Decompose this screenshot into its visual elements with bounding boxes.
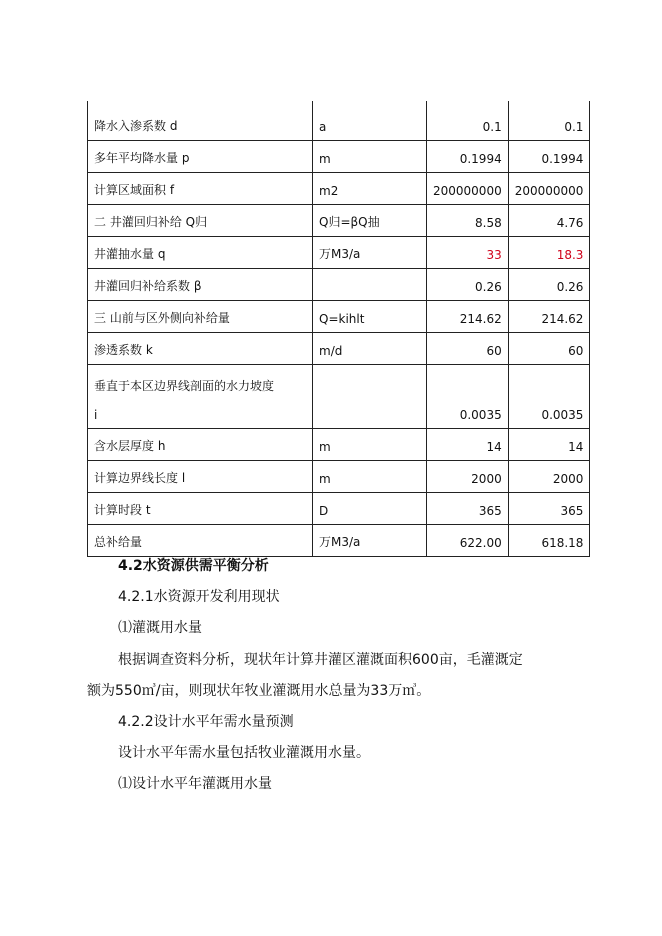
row-value-2: 0.0035 bbox=[508, 364, 590, 428]
row-value-1: 8.58 bbox=[427, 204, 509, 236]
row-unit bbox=[313, 268, 427, 300]
row-unit bbox=[313, 364, 427, 428]
row-value-2: 4.76 bbox=[508, 204, 590, 236]
row-unit: m2 bbox=[313, 172, 427, 204]
row-value-1: 60 bbox=[427, 332, 509, 364]
row-value-2: 18.3 bbox=[508, 236, 590, 268]
row-name: 井灌抽水量 q bbox=[88, 236, 313, 268]
table-row bbox=[88, 101, 590, 140]
row-value-2: 618.18 bbox=[508, 524, 590, 556]
row-unit: Q=kihlt bbox=[313, 300, 427, 332]
row-name: 三 山前与区外侧向补给量 bbox=[88, 300, 313, 332]
table-row bbox=[88, 268, 590, 300]
table-row bbox=[88, 236, 590, 268]
row-value-2: 365 bbox=[508, 492, 590, 524]
row-name-line-2: i bbox=[94, 407, 98, 422]
subsection-title-1: 4.2.1水资源开发利用现状 bbox=[118, 589, 280, 605]
subsection-title-2: 4.2.2设计水平年需水量预测 bbox=[118, 714, 294, 730]
row-name: 总补给量 bbox=[88, 524, 313, 556]
row-value-1: 200000000 bbox=[427, 172, 509, 204]
paragraph-1-line-1: 根据调查资料分析，现状年计算井灌区灌溉面积600亩，毛灌溉定 bbox=[118, 652, 523, 668]
row-unit: D bbox=[313, 492, 427, 524]
row-value-1: 0.1994 bbox=[427, 140, 509, 172]
paragraph-1-line-2: 额为550㎥/亩，则现状年牧业灌溉用水总量为33万㎥。 bbox=[87, 683, 431, 699]
row-name: 井灌回归补给系数 β bbox=[88, 268, 313, 300]
row-value-2: 2000 bbox=[508, 460, 590, 492]
row-value-1: 33 bbox=[427, 236, 509, 268]
row-name: 计算区域面积 f bbox=[88, 172, 313, 204]
row-unit: Q归=βQ抽 bbox=[313, 204, 427, 236]
row-value-2: 0.1 bbox=[508, 101, 590, 140]
table-row bbox=[88, 140, 590, 172]
row-unit: a bbox=[313, 101, 427, 140]
item-title-2: ⑴设计水平年灌溉用水量 bbox=[118, 776, 272, 792]
row-name: 多年平均降水量 p bbox=[88, 140, 313, 172]
row-value-2: 214.62 bbox=[508, 300, 590, 332]
row-name: 计算时段 t bbox=[88, 492, 313, 524]
table-row bbox=[88, 300, 590, 332]
row-unit: m bbox=[313, 460, 427, 492]
row-name: 含水层厚度 h bbox=[88, 428, 313, 460]
row-unit: 万M3/a bbox=[313, 524, 427, 556]
water-balance-table bbox=[87, 101, 590, 557]
row-value-2: 14 bbox=[508, 428, 590, 460]
row-name: 计算边界线长度 l bbox=[88, 460, 313, 492]
item-title-1: ⑴灌溉用水量 bbox=[118, 620, 202, 636]
row-unit: 万M3/a bbox=[313, 236, 427, 268]
table-row bbox=[88, 524, 590, 556]
table-row bbox=[88, 428, 590, 460]
row-name bbox=[88, 364, 313, 428]
row-value-1: 0.26 bbox=[427, 268, 509, 300]
row-value-1: 365 bbox=[427, 492, 509, 524]
paragraph-2: 设计水平年需水量包括牧业灌溉用水量。 bbox=[118, 745, 370, 761]
row-value-2: 0.1994 bbox=[508, 140, 590, 172]
row-name: 二 井灌回归补给 Q归 bbox=[88, 204, 313, 236]
row-value-2: 0.26 bbox=[508, 268, 590, 300]
row-name: 渗透系数 k bbox=[88, 332, 313, 364]
table-row bbox=[88, 460, 590, 492]
table-row bbox=[88, 492, 590, 524]
section-heading: 4.2水资源供需平衡分析 bbox=[118, 558, 269, 574]
table-row bbox=[88, 364, 590, 428]
row-value-1: 0.1 bbox=[427, 101, 509, 140]
row-value-1: 622.00 bbox=[427, 524, 509, 556]
row-value-1: 214.62 bbox=[427, 300, 509, 332]
row-value-1: 14 bbox=[427, 428, 509, 460]
table-row bbox=[88, 332, 590, 364]
table-row bbox=[88, 172, 590, 204]
row-value-1: 2000 bbox=[427, 460, 509, 492]
row-name-line-1: 垂直于本区边界线剖面的水力坡度 bbox=[94, 378, 275, 393]
row-unit: m bbox=[313, 428, 427, 460]
row-value-1: 0.0035 bbox=[427, 364, 509, 428]
row-value-2: 200000000 bbox=[508, 172, 590, 204]
row-name: 降水入渗系数 d bbox=[88, 101, 313, 140]
table-row bbox=[88, 204, 590, 236]
row-unit: m bbox=[313, 140, 427, 172]
row-unit: m/d bbox=[313, 332, 427, 364]
row-value-2: 60 bbox=[508, 332, 590, 364]
